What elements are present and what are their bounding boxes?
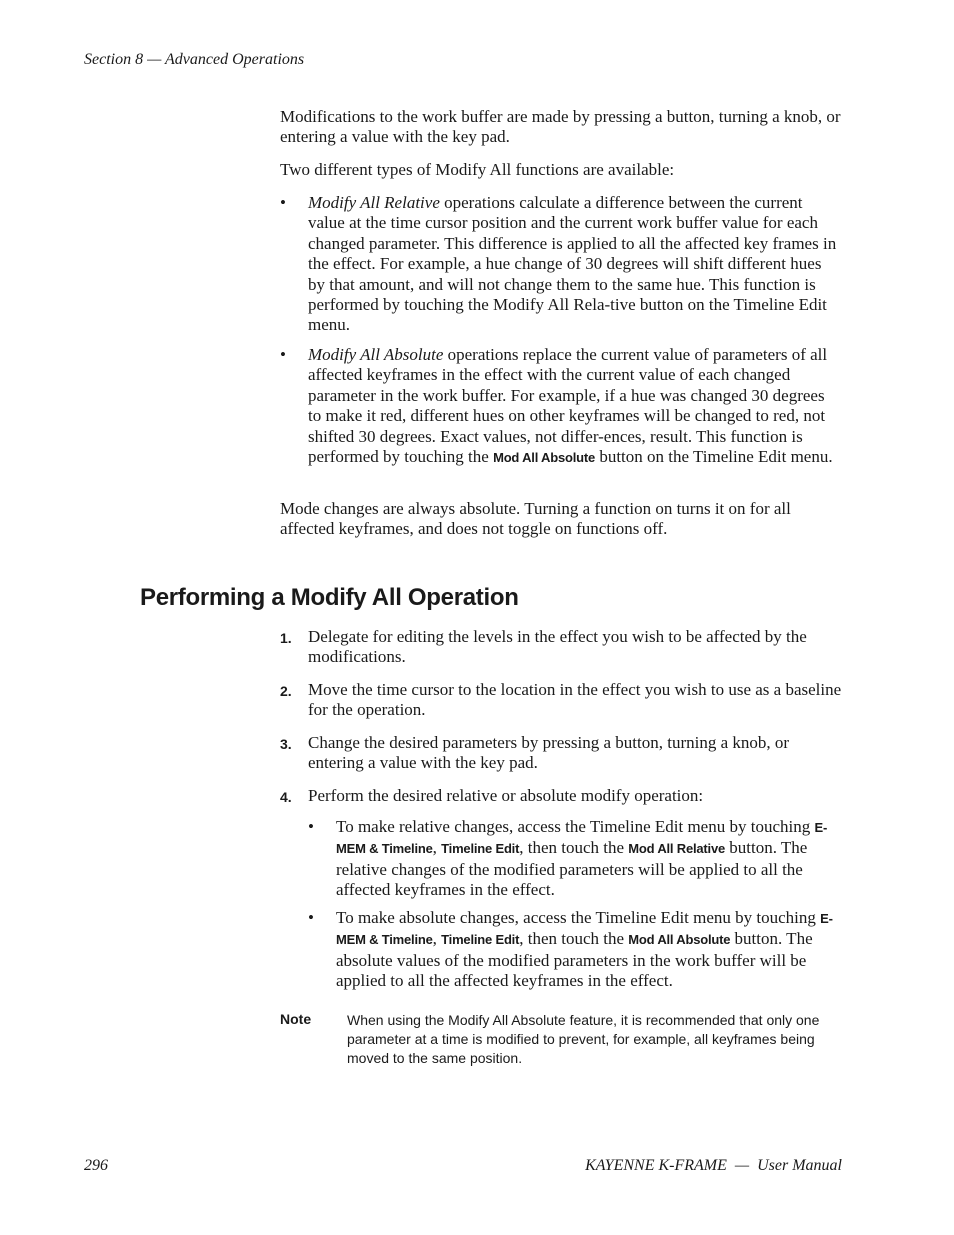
intro-text: Modifications to the work buffer are made by pressing a button, turning a knob, or entering a value with the key pad. — [280, 107, 841, 147]
step-number: 2. — [280, 683, 292, 699]
term-relative: Modify All Relative — [308, 193, 440, 212]
step-text: Move the time cursor to the location in the effect you wish to use as a baseline for the operation. — [308, 680, 842, 720]
menu-ref-emem-timeline: E-MEM & Timeline — [336, 820, 828, 857]
separator: , — [432, 929, 442, 949]
step-number: 4. — [280, 789, 292, 805]
bullet-relative — [280, 193, 842, 336]
note-label: Note — [280, 1011, 312, 1027]
bullet-mark: • — [308, 817, 314, 836]
types-text: Two different types of Modify All functions are available: — [280, 160, 675, 179]
step-number: 3. — [280, 736, 292, 752]
bullet-mark: • — [280, 345, 286, 364]
types-paragraph — [280, 160, 842, 180]
manual-title: KAYENNE K-FRAME — User Manual — [585, 1157, 842, 1174]
step-text: Delegate for editing the levels in the effect you wish to be affected by the modifications. — [308, 627, 807, 667]
bullet-absolute-text-b: button on the Timeline Edit menu. — [595, 447, 833, 467]
menu-ref-timeline-edit: Timeline Edit — [441, 841, 520, 857]
bullet-mark: • — [308, 908, 314, 927]
button-ref-mod-all-absolute: Mod All Absolute — [493, 450, 596, 466]
button-ref-mod-all-absolute: Mod All Absolute — [628, 932, 731, 948]
note-text: When using the Modify All Absolute feature, it is recommended that only one parameter at a time is modified to prevent, for example, all keyframes being moved to the same position. — [347, 1012, 820, 1066]
text: , then touch the — [519, 838, 629, 858]
bullet-absolute-text-a: operations replace the current value of parameters of all affected keyframes in the effect with the current value of each changed parameter in the work buffer. For example, if a hue was changed 30 degrees to make it red, different hues on other keyframes will be changed to red, not shifted 30 degrees. Exact values, not differ-ences, result. This function is performed by touching the — [308, 345, 828, 467]
term-absolute: Modify All Absolute — [308, 345, 444, 364]
text: button. The absolute values of the modified parameters in the work buffer will be applied to all the affected keyframes in the effect. — [336, 929, 813, 991]
mode-paragraph — [280, 499, 842, 540]
separator: , — [432, 838, 442, 858]
sub-bullet-relative — [308, 817, 842, 901]
step-4 — [280, 786, 842, 806]
sub-bullet-absolute — [308, 908, 842, 992]
menu-ref-timeline-edit: Timeline Edit — [441, 932, 520, 948]
sub-bullet-absolute-body — [336, 908, 842, 992]
bullet-relative-body — [308, 193, 842, 336]
sub-bullet-relative-body — [336, 817, 842, 901]
text: To make relative changes, access the Timeline Edit menu by touching — [336, 817, 815, 836]
section-heading: Performing a Modify All Operation — [140, 584, 519, 611]
mode-text: Mode changes are always absolute. Turning a function on turns it on for all affected keyframes, and does not toggle on functions off. — [280, 499, 791, 539]
step-text: Change the desired parameters by pressing a button, turning a knob, or entering a value with the key pad. — [308, 733, 790, 773]
bullet-absolute — [280, 345, 842, 468]
page-number: 296 — [84, 1157, 108, 1174]
button-ref-mod-all-relative: Mod All Relative — [628, 841, 726, 857]
step-number: 1. — [280, 630, 292, 646]
intro-paragraph — [280, 107, 842, 148]
text: button. The relative changes of the modified parameters will be applied to all the affected keyframes in the effect. — [336, 838, 808, 900]
bullet-mark: • — [280, 193, 286, 212]
step-2 — [280, 680, 842, 721]
bullet-absolute-body — [308, 345, 842, 468]
bullet-relative-text: operations calculate a difference between the current value at the time cursor position and the current work buffer value for each changed parameter. This difference is applied to all the affected key frames in the effect. For example, a hue change of 30 degrees will shift different hues by that amount, and will not change them to the same hue. This function is performed by touching the Modify All Rela-tive button on the Timeline Edit menu. — [308, 193, 837, 335]
text: To make absolute changes, access the Timeline Edit menu by touching — [336, 908, 821, 927]
text: , then touch the — [519, 929, 629, 949]
step-text: Perform the desired relative or absolute modify operation: — [308, 786, 704, 805]
step-3 — [280, 733, 842, 774]
step-1 — [280, 627, 842, 668]
running-head: Section 8 — Advanced Operations — [84, 51, 305, 68]
menu-ref-emem-timeline: E-MEM & Timeline — [336, 911, 833, 948]
